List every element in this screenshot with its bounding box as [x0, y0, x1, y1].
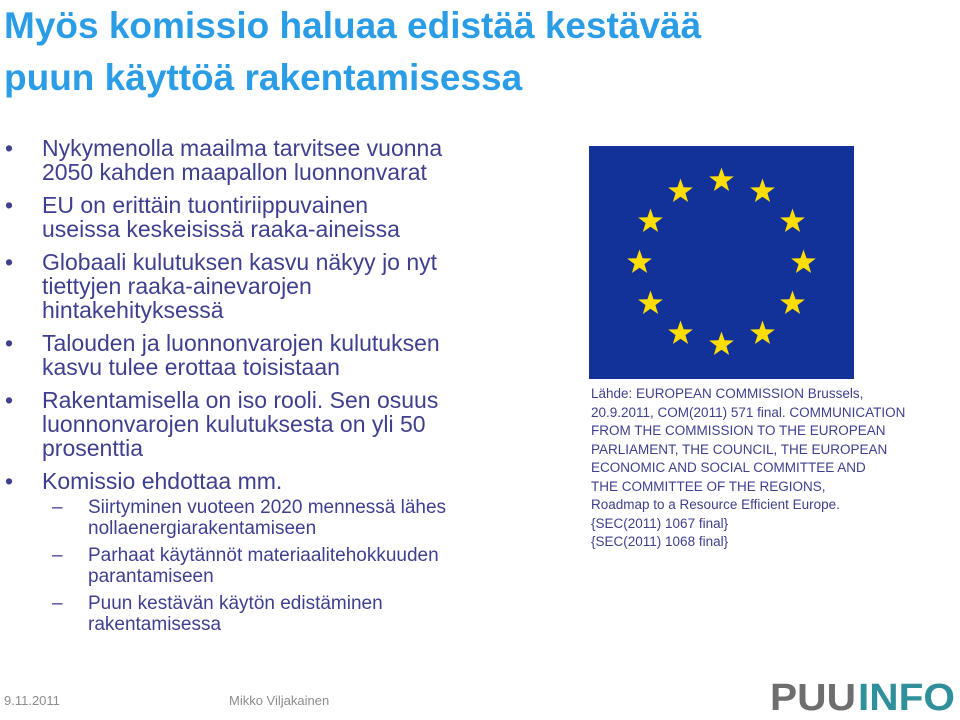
footer-author: Mikko Viljakainen: [229, 693, 330, 708]
logo-part-info: INFO: [858, 677, 955, 715]
puuinfo-logo: [770, 677, 956, 715]
flag-star-icon: [780, 209, 805, 233]
bullet-line: EU on erittäin tuontiriippuvainen: [42, 192, 369, 218]
bullet-line: hintakehityksessä: [42, 297, 224, 323]
bullet-item-4: [0, 331, 580, 379]
sub-bullet-item-2: [0, 545, 580, 587]
source-line: ECONOMIC AND SOCIAL COMMITTEE AND: [591, 460, 866, 475]
bullet-dot: •: [5, 192, 14, 218]
bullet-item-2: [0, 193, 580, 241]
source-line: Lähde: EUROPEAN COMMISSION Brussels,: [591, 386, 864, 401]
bullet-item-1: [0, 136, 580, 184]
source-line: {SEC(2011) 1068 final}: [591, 534, 729, 549]
sub-bullet-item-1: [0, 497, 580, 539]
bullet-dot: •: [5, 135, 14, 161]
slide-title-line-1: Myös komissio haluaa edistää kestävää: [4, 5, 702, 46]
source-line: Roadmap to a Resource Efficient Europe.: [591, 497, 840, 512]
flag-star-icon: [750, 321, 775, 345]
source-line: FROM THE COMMISSION TO THE EUROPEAN: [591, 423, 886, 438]
bullet-dot: •: [5, 468, 14, 494]
bullet-line: Rakentamisella on iso rooli. Sen osuus: [42, 387, 439, 413]
bullet-dot: •: [5, 330, 14, 356]
flag-star-icon: [638, 209, 663, 233]
bullet-list: [0, 136, 580, 641]
flag-star-icon: [750, 178, 775, 202]
flag-star-icon: [638, 291, 663, 315]
bullet-line: Komissio ehdottaa mm.: [42, 468, 283, 494]
flag-star-icon: [791, 250, 816, 274]
bullet-line: 2050 kahden maapallon luonnonvarat: [42, 159, 427, 185]
eu-flag-stars: [589, 146, 854, 379]
slide-title-line-2: puun käyttöä rakentamisessa: [4, 57, 523, 98]
flag-star-icon: [627, 250, 652, 274]
flag-star-icon: [668, 178, 693, 202]
sub-bullet-line: nollaenergiarakentamiseen: [88, 518, 317, 539]
bullet-item-3: [0, 250, 580, 322]
sub-bullet-dash: –: [52, 497, 63, 518]
bullet-line: Nykymenolla maailma tarvitsee vuonna: [42, 135, 443, 161]
bullet-line: Globaali kulutuksen kasvu näkyy jo nyt: [42, 249, 438, 275]
sub-bullet-line: rakentamisessa: [88, 614, 222, 635]
flag-star-icon: [709, 168, 734, 192]
sub-bullet-line: Parhaat käytännöt materiaalitehokkuuden: [88, 545, 439, 566]
sub-bullet-line: Siirtyminen vuoteen 2020 mennessä lähes: [88, 497, 447, 518]
flag-star-icon: [668, 321, 693, 345]
bullet-dot: •: [5, 249, 14, 275]
bullet-line: tiettyjen raaka-ainevarojen: [42, 273, 312, 299]
source-line: {SEC(2011) 1067 final}: [591, 515, 729, 531]
bullet-line: luonnonvarojen kulutuksesta on yli 50: [42, 411, 426, 437]
eu-flag-image: [589, 146, 854, 379]
sub-bullet-item-3: [0, 593, 580, 635]
bullet-line: useissa keskeisissä raaka-aineissa: [42, 216, 400, 242]
source-line: 20.9.2011, COM(2011) 571 final. COMMUNICATION: [591, 404, 906, 420]
sub-bullet-line: Puun kestävän käytön edistäminen: [88, 593, 383, 614]
logo-part-puu: PUU: [770, 677, 856, 715]
source-line: PARLIAMENT, THE COUNCIL, THE EUROPEAN: [591, 441, 888, 457]
source-citation: [591, 385, 957, 552]
footer-date: 9.11.2011: [4, 693, 60, 708]
sub-bullet-dash: –: [52, 593, 63, 614]
source-line: THE COMMITTEE OF THE REGIONS,: [591, 478, 826, 494]
sub-bullet-line: parantamiseen: [88, 566, 214, 587]
flag-star-icon: [780, 291, 805, 315]
bullet-line: Talouden ja luonnonvarojen kulutuksen: [42, 330, 440, 356]
bullet-dot: •: [5, 387, 14, 413]
flag-star-icon: [709, 332, 734, 356]
sub-bullet-dash: –: [52, 545, 63, 566]
bullet-line: kasvu tulee erottaa toisistaan: [42, 354, 340, 380]
puuinfo-logo-wordmark: [770, 677, 956, 715]
bullet-line: prosenttia: [42, 435, 144, 461]
slide-title: [4, 0, 954, 104]
bullet-item-6: [0, 469, 580, 493]
bullet-item-5: [0, 388, 580, 460]
